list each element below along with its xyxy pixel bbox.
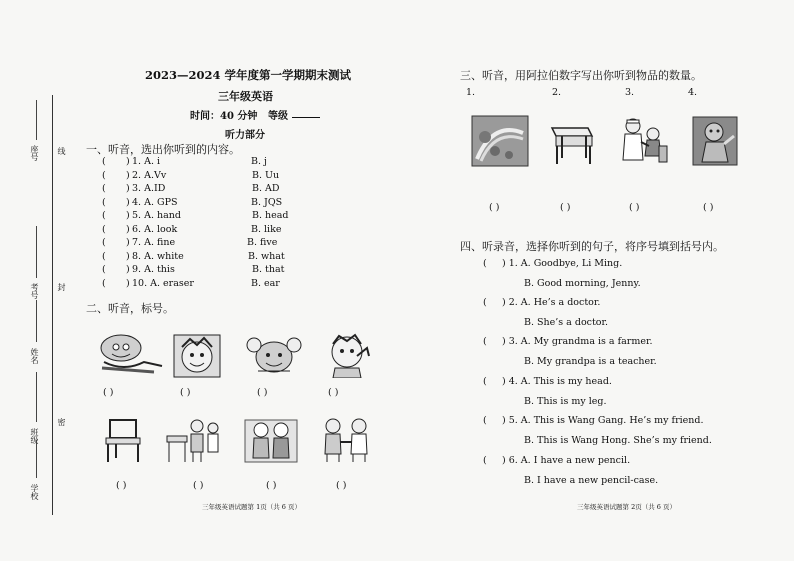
part1-option-b: B. ear <box>251 278 280 289</box>
part1-heading: 一、听音，选出你听到的内容。 <box>86 143 240 156</box>
part3-number-3: 3. <box>625 87 635 98</box>
part1-bracket-close[interactable]: ) <box>126 237 130 248</box>
part1-bracket-close[interactable]: ) <box>126 170 130 181</box>
part1-option-b: B. what <box>248 251 285 262</box>
part4-bracket-open[interactable]: ( <box>483 336 487 347</box>
margin-label-secret: 密 <box>57 418 66 426</box>
part4-option-a: ) 4. A. This is my head. <box>502 376 612 387</box>
margin-blank-name <box>36 300 37 342</box>
part1-bracket-close[interactable]: ) <box>126 224 130 235</box>
margin-blank-class <box>36 372 37 422</box>
picture-boy-face <box>172 333 222 379</box>
part2-answer-5[interactable]: ( ) <box>116 480 127 491</box>
part4-option-b: B. This is Wang Hong. She’s my friend. <box>524 435 712 446</box>
part3-answer-1[interactable]: ( ) <box>489 202 500 213</box>
part1-bracket-open[interactable]: ( <box>102 183 106 194</box>
grade-blank[interactable] <box>292 117 320 118</box>
part4-option-a: ) 5. A. This is Wang Gang. He’s my friend. <box>502 415 704 426</box>
part1-option-b: B. head <box>252 210 289 221</box>
margin-blank-school <box>36 440 37 478</box>
part3-number-2: 2. <box>552 87 562 98</box>
part4-option-b: B. This is my leg. <box>524 396 607 407</box>
picture-classroom-pair <box>165 418 221 464</box>
part4-option-a: ) 1. A. Goodbye, Li Ming. <box>502 258 623 269</box>
part4-option-b: B. Good morning, Jenny. <box>524 278 641 289</box>
part4-heading: 四、听录音，选择你听到的句子，将序号填到括号内。 <box>460 240 724 253</box>
part1-bracket-open[interactable]: ( <box>102 210 106 221</box>
part3-number-1: 1. <box>466 87 476 98</box>
margin-label-class: 班级 <box>30 428 39 444</box>
part1-option-b: B. five <box>247 237 278 248</box>
margin-label-exam-no: 考号 <box>30 283 39 299</box>
footer-page-2: 三年级英语试题第 2页（共 6 页） <box>577 503 676 511</box>
part1-option-a: 9. A. this <box>132 264 175 275</box>
part2-answer-1[interactable]: ( ) <box>103 387 114 398</box>
binding-line <box>52 95 53 515</box>
part4-bracket-open[interactable]: ( <box>483 415 487 426</box>
part1-bracket-open[interactable]: ( <box>102 156 106 167</box>
exam-title: 2023—2024 学年度第一学期期末测试 <box>145 68 352 82</box>
picture-handshake <box>321 416 371 464</box>
part1-option-a: 10. A. eraser <box>132 278 194 289</box>
part2-answer-4[interactable]: ( ) <box>328 387 339 398</box>
part1-bracket-open[interactable]: ( <box>102 251 106 262</box>
margin-label-seat: 座号 <box>30 145 39 161</box>
picture-nurse-child <box>619 116 669 166</box>
picture-two-children <box>243 418 299 464</box>
part4-bracket-open[interactable]: ( <box>483 376 487 387</box>
part1-bracket-close[interactable]: ) <box>126 156 130 167</box>
part1-option-a: 8. A. white <box>132 251 184 262</box>
margin-label-school: 学校 <box>30 484 39 500</box>
part4-option-a: ) 2. A. He’s a doctor. <box>502 297 601 308</box>
part1-option-a: 6. A. look <box>132 224 178 235</box>
picture-girl-waving <box>692 116 738 166</box>
part1-option-b: B. Uu <box>252 170 280 181</box>
part1-bracket-close[interactable]: ) <box>126 210 130 221</box>
exam-subject: 三年级英语 <box>218 90 273 103</box>
part3-answer-3[interactable]: ( ) <box>629 202 640 213</box>
part1-bracket-open[interactable]: ( <box>102 197 106 208</box>
part1-bracket-open[interactable]: ( <box>102 170 106 181</box>
part3-answer-2[interactable]: ( ) <box>560 202 571 213</box>
margin-label-name: 姓名 <box>30 348 39 364</box>
part3-number-4: 4. <box>688 87 698 98</box>
part4-bracket-open[interactable]: ( <box>483 455 487 466</box>
part1-bracket-close[interactable]: ) <box>126 251 130 262</box>
part2-answer-8[interactable]: ( ) <box>336 480 347 491</box>
part1-bracket-open[interactable]: ( <box>102 264 106 275</box>
footer-page-1: 三年级英语试题第 1页（共 6 页） <box>202 503 301 511</box>
part1-option-b: B. AD <box>252 183 280 194</box>
picture-desk <box>548 118 594 166</box>
part2-answer-6[interactable]: ( ) <box>193 480 204 491</box>
part4-option-b: B. I have a new pencil-case. <box>524 475 659 486</box>
time-label: 时间：40 分钟 <box>190 111 258 122</box>
part1-bracket-close[interactable]: ) <box>126 278 130 289</box>
part1-option-b: B. JQS <box>251 197 283 208</box>
part1-bracket-close[interactable]: ) <box>126 183 130 194</box>
part3-heading: 三、听音，用阿拉伯数字写出你听到物品的数量。 <box>460 69 702 82</box>
part4-option-a: ) 6. A. I have a new pencil. <box>502 455 631 466</box>
part4-option-b: B. My grandpa is a teacher. <box>524 356 657 367</box>
part2-answer-3[interactable]: ( ) <box>257 387 268 398</box>
part1-option-b: B. like <box>251 224 282 235</box>
part2-answer-7[interactable]: ( ) <box>266 480 277 491</box>
margin-label-line: 线 <box>57 147 66 155</box>
part3-answer-4[interactable]: ( ) <box>703 202 714 213</box>
part1-bracket-close[interactable]: ) <box>126 197 130 208</box>
part2-heading: 二、听音，标号。 <box>86 302 174 315</box>
part1-bracket-open[interactable]: ( <box>102 237 106 248</box>
part4-option-a: ) 3. A. My grandma is a farmer. <box>502 336 653 347</box>
picture-boy-touching-face <box>323 332 371 378</box>
part1-option-a: 5. A. hand <box>132 210 181 221</box>
part1-option-b: B. j <box>251 156 267 167</box>
grade-label: 等级 <box>268 111 288 122</box>
margin-blank-exam-no <box>36 226 37 278</box>
margin-blank-seat <box>36 100 37 140</box>
part2-answer-2[interactable]: ( ) <box>180 387 191 398</box>
part1-bracket-close[interactable]: ) <box>126 264 130 275</box>
picture-chair <box>102 418 146 464</box>
section-listening: 听力部分 <box>225 130 265 141</box>
margin-label-seal: 封 <box>57 283 66 291</box>
picture-hands-head <box>244 333 304 377</box>
part1-option-b: B. that <box>252 264 285 275</box>
part1-option-a: 2. A.Vv <box>132 170 167 181</box>
part4-bracket-open[interactable]: ( <box>483 297 487 308</box>
part1-option-a: 3. A.ID <box>132 183 166 194</box>
part1-option-a: 4. A. GPS <box>132 197 178 208</box>
part4-bracket-open[interactable]: ( <box>483 258 487 269</box>
part1-option-a: 7. A. fine <box>132 237 176 248</box>
part1-bracket-open[interactable]: ( <box>102 278 106 289</box>
picture-pointing-girl <box>94 332 164 376</box>
part4-option-b: B. She’s a doctor. <box>524 317 609 328</box>
part1-option-a: 1. A. i <box>132 156 161 167</box>
part1-bracket-open[interactable]: ( <box>102 224 106 235</box>
picture-rainbow <box>471 115 529 167</box>
